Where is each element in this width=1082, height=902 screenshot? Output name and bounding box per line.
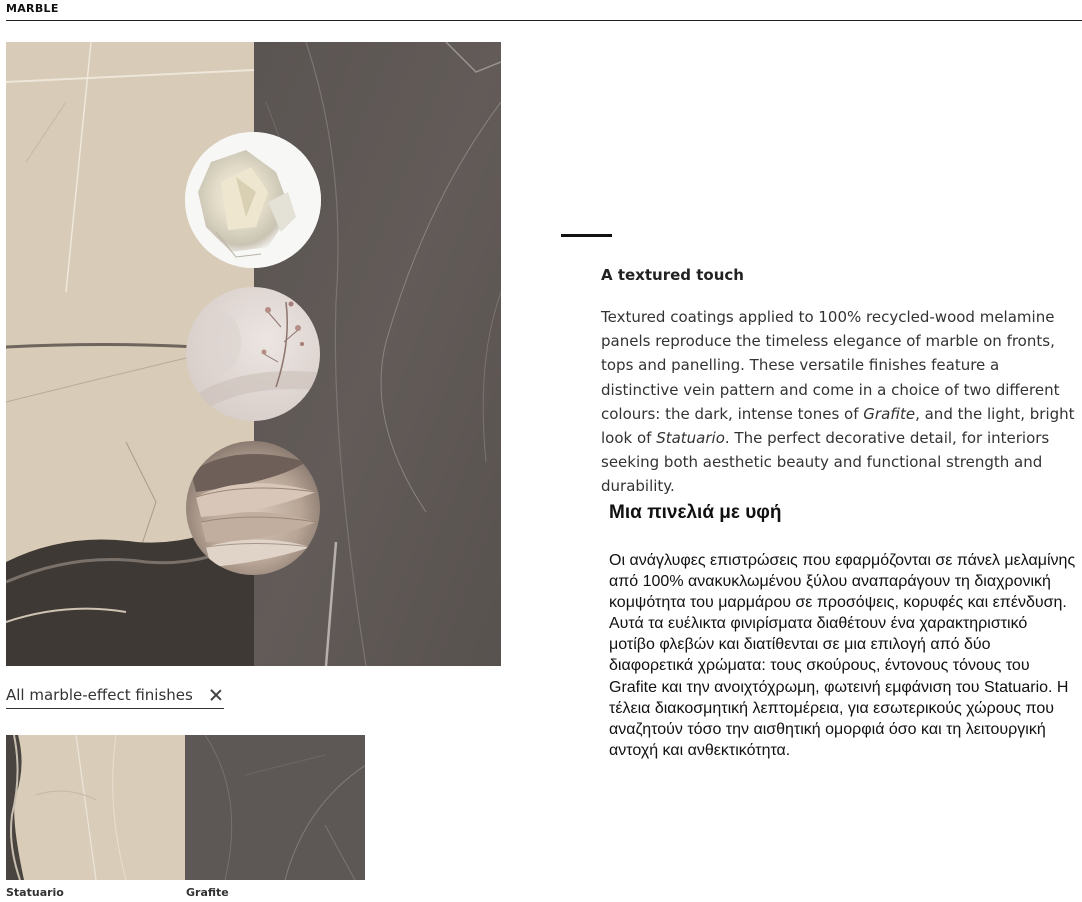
page-title: MARBLE (6, 2, 59, 15)
accent-divider (561, 234, 612, 237)
body-en-part-2: , and the light, bright look of (601, 404, 1075, 448)
body-en-statuario: Statuario (656, 429, 725, 448)
all-finishes-label: All marble-effect finishes (6, 686, 193, 704)
body-en-part-3: . The perfect decorative detail, for interiors seeking both aesthetic beauty and functional strength and durability. (601, 429, 1050, 496)
swatch-label-grafite: Grafite (186, 886, 229, 899)
swatch-statuario[interactable] (6, 735, 186, 880)
section-heading-en: A textured touch (601, 266, 744, 284)
close-icon[interactable] (210, 689, 222, 701)
body-en-part-1: Textured coatings applied to 100% recycled-wood melamine panels reproduce the timeless elegance of marble on fronts, tops and panelling. These versatile finishes feature a distinctive vein pattern and come in a choice of two different colours: the dark, intense tones of (601, 308, 1060, 423)
section-body-gr: Οι ανάγλυφες επιστρώσεις που εφαρμόζονται σε πάνελ μελαμίνης από 100% ανακυκλωμένου ξύλου αναπαράγουν τη διαχρονική κομψότητα του μαρμάρου σε προσόψεις, κορυφές και επένδυση. Αυτά τα ευέλικτα φινιρίσματα διαθέτουν ένα χαρακτηριστικό μοτίβο φλεβών και διατίθενται σε μια επιλογή από δύο διαφορετικά χρώματα: τους σκούρους, έντονους τόνους του Grafite και την ανοιχτόχρωμη, φωτεινή εμφάνιση του Statuario. Η τέλεια διακοσμητική λεπτομέρεια, για εσωτερικούς χώρους που αναζητούν τόσο την αισθητική ομορφιά όσο και τη λειτουργική αντοχή και ανθεκτικότητα. (609, 552, 1076, 759)
swatch-label-statuario: Statuario (6, 886, 64, 899)
section-heading-gr: Μια πινελιά με υφή (609, 502, 782, 523)
swatch-grafite[interactable] (185, 735, 365, 880)
hero-image (6, 42, 501, 666)
section-body-en (601, 305, 1079, 499)
all-finishes-link[interactable] (6, 682, 224, 709)
header-divider (6, 20, 1082, 21)
body-en-grafite: Grafite (863, 404, 916, 423)
